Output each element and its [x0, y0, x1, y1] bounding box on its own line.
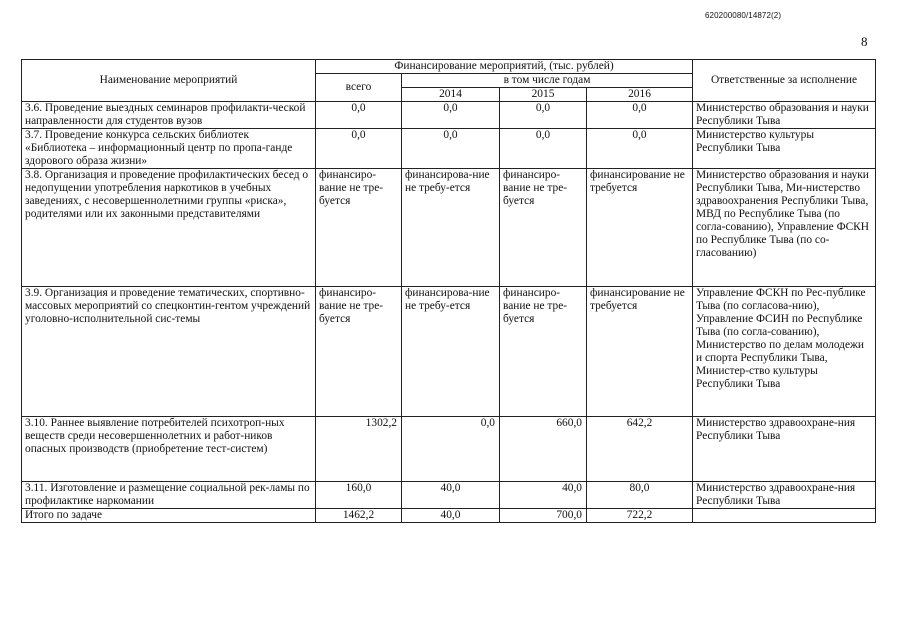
row-2014: финансирова-ние не требу-ется: [402, 169, 500, 287]
row-2016: 0,0: [587, 102, 693, 129]
row-total: 1302,2: [316, 417, 402, 482]
row-total: 1462,2: [316, 509, 402, 523]
table-row: [22, 482, 876, 509]
row-2016: 642,2: [587, 417, 693, 482]
row-2016: 0,0: [587, 129, 693, 169]
row-2014: 40,0: [402, 509, 500, 523]
row-2016: 722,2: [587, 509, 693, 523]
row-2014: 0,0: [402, 129, 500, 169]
row-total: 160,0: [316, 482, 402, 509]
table-row-total: [22, 509, 876, 523]
row-2014: 0,0: [402, 102, 500, 129]
document-code: 620200080/14872(2): [705, 11, 782, 20]
row-2016: 80,0: [587, 482, 693, 509]
row-name: 3.10. Раннее выявление потребителей психотроп-ных веществ среди несовершеннолетних и работ-ников опасных производств (приобретение тест-систем): [22, 417, 316, 482]
row-2014: финансирова-ние не требу-ется: [402, 287, 500, 417]
row-name: 3.8. Организация и проведение профилактических бесед о недопущении употребления наркотиков в учебных заведениях, с несовершеннолетними группы «риска», родителями или их законными представителями: [22, 169, 316, 287]
row-2015: 0,0: [500, 129, 587, 169]
row-2016: финансирование не требуется: [587, 287, 693, 417]
row-2014: 0,0: [402, 417, 500, 482]
row-responsible: Управление ФСКН по Рес-публике Тыва (по согласова-нию), Управление ФСИН по Республике Тыва (по согла-сованию), Министерство по делам молодежи и спорта Республики Тыва, Министер-ство культуры Республики Тыва: [693, 287, 876, 417]
row-responsible: Министерство культуры Республики Тыва: [693, 129, 876, 169]
row-2015: финансиро-вание не тре-буется: [500, 287, 587, 417]
row-2015: 700,0: [500, 509, 587, 523]
financing-table: [21, 59, 876, 523]
row-name: 3.6. Проведение выездных семинаров профилакти-ческой направленности для студентов вузов: [22, 102, 316, 129]
row-responsible: Министерство образования и науки Республики Тыва: [693, 102, 876, 129]
row-responsible: Министерство здравоохране-ния Республики Тыва: [693, 417, 876, 482]
row-total: 0,0: [316, 129, 402, 169]
header-year-2016: 2016: [587, 88, 693, 102]
table-row: [22, 102, 876, 129]
row-2015: 40,0: [500, 482, 587, 509]
row-responsible: Министерство образования и науки Республики Тыва, Ми-нистерство здравоохранения Республики Тыва, МВД по Республике Тыва (по согла-сованию), Управление ФСКН по Республике Тыва (по со-гласованию): [693, 169, 876, 287]
row-responsible: Министерство здравоохране-ния Республики Тыва: [693, 482, 876, 509]
row-responsible: [693, 509, 876, 523]
header-year-2014: 2014: [402, 88, 500, 102]
row-name: Итого по задаче: [22, 509, 316, 523]
page-number: 8: [861, 34, 868, 49]
row-2014: 40,0: [402, 482, 500, 509]
row-2016: финансирование не требуется: [587, 169, 693, 287]
header-responsible: Ответственные за исполнение: [693, 60, 876, 102]
header-total: всего: [316, 74, 402, 102]
header-year-2015: 2015: [500, 88, 587, 102]
row-name: 3.9. Организация и проведение тематических, спортивно-массовых мероприятий со спецконтин-гентом учреждений уголовно-исполнительной сис-темы: [22, 287, 316, 417]
row-total: финансиро-вание не тре-буется: [316, 169, 402, 287]
row-2015: финансиро-вание не тре-буется: [500, 169, 587, 287]
table-row: [22, 129, 876, 169]
header-name: Наименование мероприятий: [22, 60, 316, 102]
row-2015: 660,0: [500, 417, 587, 482]
row-total: финансиро-вание не тре-буется: [316, 287, 402, 417]
table-row: [22, 287, 876, 417]
row-name: 3.11. Изготовление и размещение социальной рек-ламы по профилактике наркомании: [22, 482, 316, 509]
header-financing: Финансирование мероприятий, (тыс. рублей): [316, 60, 693, 74]
header-incl-years: в том числе годам: [402, 74, 693, 88]
table-row: [22, 169, 876, 287]
table-row: [22, 417, 876, 482]
row-2015: 0,0: [500, 102, 587, 129]
row-total: 0,0: [316, 102, 402, 129]
row-name: 3.7. Проведение конкурса сельских библиотек «Библиотека – информационный центр по пропа-ганде здорового образа жизни»: [22, 129, 316, 169]
